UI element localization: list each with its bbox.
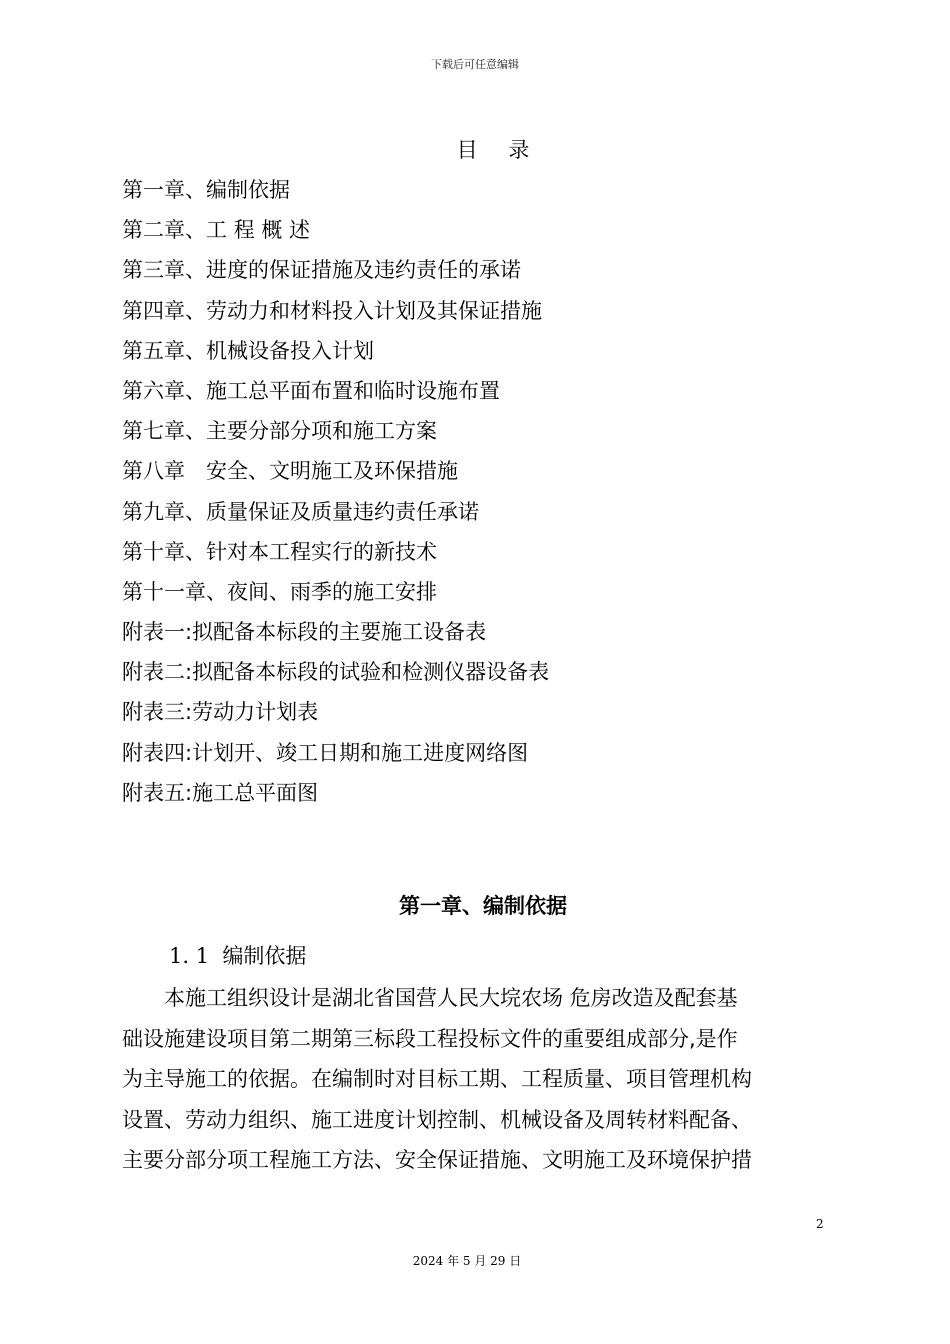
- paragraph-line: 主要分部分项工程施工方法、安全保证措施、文明施工及环境保护措: [122, 1148, 752, 1172]
- toc-item: 附表三:劳动力计划表: [122, 700, 319, 725]
- toc-item: 第九章、质量保证及质量违约责任承诺: [122, 499, 479, 524]
- toc-item: 第五章、机械设备投入计划: [122, 338, 374, 363]
- toc-item: 第二章、工 程 概 述: [122, 218, 311, 243]
- toc-item: 第七章、主要分部分项和施工方案: [122, 419, 437, 444]
- footer-date: 2024 年 5 月 29 日: [412, 1254, 522, 1268]
- toc-item: 第十章、针对本工程实行的新技术: [122, 539, 437, 564]
- chapter-title: 第一章、编制依据: [399, 894, 567, 918]
- toc-item: 第六章、施工总平面布置和临时设施布置: [122, 378, 500, 403]
- paragraph-line: 础设施建设项目第二期第三标段工程投标文件的重要组成部分,是作: [122, 1026, 738, 1051]
- section-heading: [169, 940, 306, 970]
- toc-item: 附表一:拟配备本标段的主要施工设备表: [122, 620, 487, 645]
- toc-item: 第八章 安全、文明施工及环保措施: [122, 459, 458, 484]
- toc-item: 第一章、编制依据: [122, 178, 290, 202]
- header-note: 下载后可任意编辑: [431, 58, 519, 71]
- section-number: 1. 1: [169, 944, 210, 968]
- toc-item: 第四章、劳动力和材料投入计划及其保证措施: [122, 298, 542, 323]
- toc-item: 附表二:拟配备本标段的试验和检测仪器设备表: [122, 660, 550, 685]
- toc-item: 第十一章、夜间、雨季的施工安排: [122, 579, 437, 604]
- paragraph-line: 为主导施工的依据。在编制时对目标工期、工程质量、项目管理机构: [122, 1067, 752, 1091]
- page-number: 2: [816, 1217, 824, 1231]
- paragraph-line: 本施工组织设计是湖北省国营人民大垸农场 危房改造及配套基: [122, 986, 738, 1010]
- table-of-contents: [122, 170, 549, 813]
- toc-item: 第三章、进度的保证措施及违约责任的承诺: [122, 258, 521, 283]
- section-title: 编制依据: [222, 944, 307, 968]
- paragraph-line: 设置、劳动力组织、施工进度计划控制、机械设备及周转材料配备、: [122, 1107, 752, 1132]
- body-paragraph: [122, 978, 832, 1181]
- toc-item: 附表四:计划开、竣工日期和施工进度网络图: [122, 740, 529, 765]
- toc-item: 附表五:施工总平面图: [122, 780, 319, 805]
- toc-title: 目 录: [456, 138, 542, 162]
